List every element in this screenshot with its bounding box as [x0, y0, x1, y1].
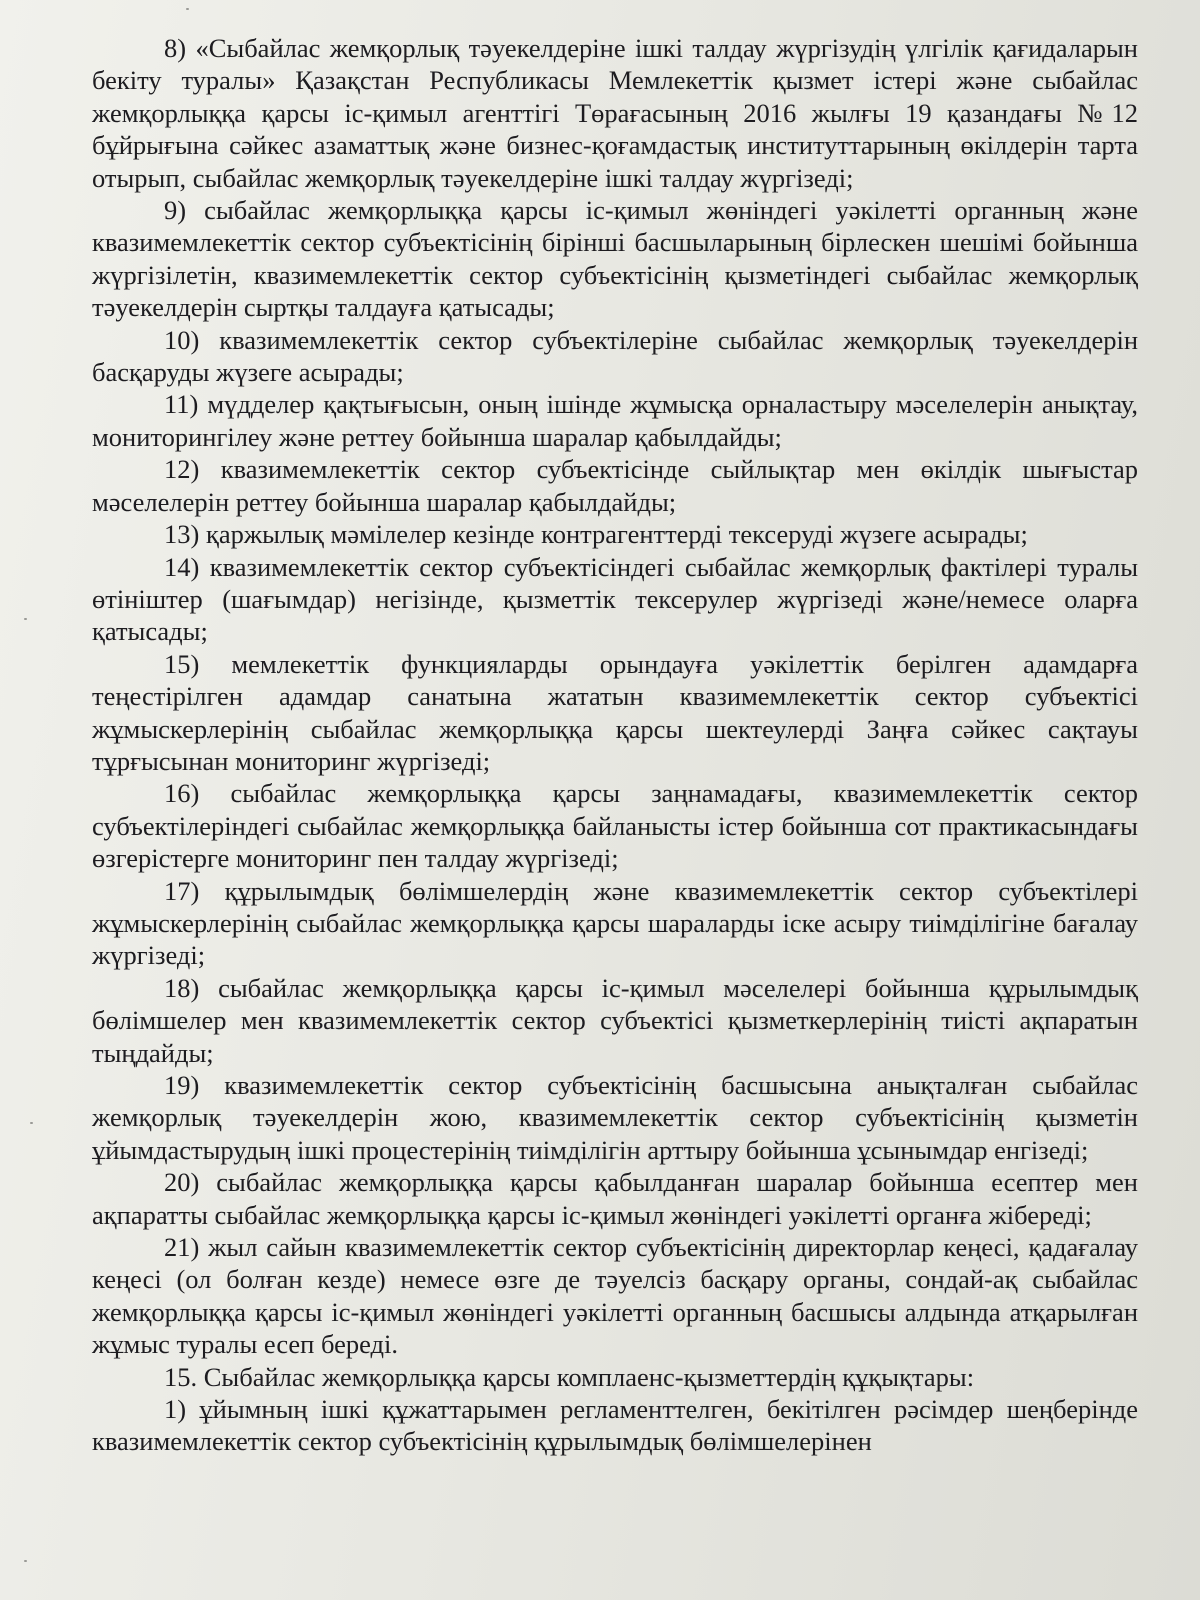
paragraph-rights-item-1: 1) ұйымның ішкі құжаттарымен регламенттелген, бекітілген рәсімдер шеңберінде квазимемлекеттік сектор субъектісінің құрылымдық бөлімшелерінен	[92, 1394, 1138, 1457]
paper-speck	[30, 1122, 33, 1124]
paragraph-item-8: 8) «Сыбайлас жемқорлық тәуекелдеріне ішкі талдау жүргізудің үлгілік қағидаларын бекіту туралы» Қазақстан Республикасы Мемлекеттік қызмет істері және сыбайлас жемқорлыққа қарсы іс-қимыл агенттігі Төрағасының 2016 жылғы 19 қазандағы №12 бұйрығына сәйкес азаматтық және бизнес-қоғамдастық институттарының өкілдерін тарта отырып, сыбайлас жемқорлық тәуекелдеріне ішкі талдау жүргізеді;	[92, 33, 1138, 193]
paper-speck	[186, 8, 189, 10]
paragraph-item-14: 14) квазимемлекеттік сектор субъектісіндегі сыбайлас жемқорлық фактілері туралы өтініштер (шағымдар) негізінде, қызметтік тексерулер жүргізеді және/немесе оларға қатысады;	[92, 551, 1138, 647]
paragraph-item-20: 20) сыбайлас жемқорлыққа қарсы қабылданған шаралар бойынша есептер мен ақпаратты сыбайлас жемқорлыққа қарсы іс-қимыл жөніндегі уәкілетті органға жібереді;	[92, 1167, 1138, 1230]
paper-speck	[24, 1560, 27, 1562]
paragraph-item-12: 12) квазимемлекеттік сектор субъектісінде сыйлықтар мен өкілдік шығыстар мәселелерін реттеу бойынша шаралар қабылдайды;	[92, 454, 1138, 517]
section-heading-15: 15. Сыбайлас жемқорлыққа қарсы комплаенс-қызметтердің құқықтары:	[164, 1361, 975, 1392]
paper-speck	[24, 618, 27, 620]
paragraph-item-15: 15) мемлекеттік функцияларды орындауға уәкілеттік берілген адамдарға теңестірілген адамдар санатына жататын квазимемлекеттік сектор субъектісі жұмыскерлерінің сыбайлас жемқорлыққа қарсы шектеулерді Заңға сәйкес сақтауы тұрғысынан мониторинг жүргізеді;	[92, 648, 1138, 776]
paragraph-item-10: 10) квазимемлекеттік сектор субъектілеріне сыбайлас жемқорлық тәуекелдерін басқаруды жүзеге асырады;	[92, 324, 1138, 388]
paragraph-item-17: 17) құрылымдық бөлімшелердің және квазимемлекеттік сектор субъектілері жұмыскерлерінің сыбайлас жемқорлыққа қарсы шараларды іске асыру тиімділігіне бағалау жүргізеді;	[92, 875, 1138, 971]
paragraph-item-13: 13) қаржылық мәмілелер кезінде контрагенттерді тексеруді жүзеге асырады;	[164, 519, 1028, 550]
paragraph-item-21: 21) жыл сайын квазимемлекеттік сектор субъектісінің директорлар кеңесі, қадағалау кеңесі (ол болған кезде) немесе өзге де тәуелсіз басқару органы, сондай-ақ сыбайлас жемқорлыққа қарсы іс-қимыл жөніндегі уәкілетті органның басшысы алдында атқарылған жұмыс туралы есеп береді.	[92, 1232, 1138, 1360]
paragraph-item-19: 19) квазимемлекеттік сектор субъектісінің басшысына анықталған сыбайлас жемқорлық тәуекелдерін жою, квазимемлекеттік сектор субъектісінің қызметін ұйымдастырудың ішкі процестерінің тиімділігін арттыру бойынша ұсынымдар енгізеді;	[92, 1070, 1138, 1165]
paragraph-item-16: 16) сыбайлас жемқорлыққа қарсы заңнамадағы, квазимемлекеттік сектор субъектілеріндегі сыбайлас жемқорлыққа байланысты істер бойынша сот практикасындағы өзгерістерге мониторинг пен талдау жүргізеді;	[92, 778, 1138, 874]
paragraph-item-18: 18) сыбайлас жемқорлыққа қарсы іс-қимыл мәселелері бойынша құрылымдық бөлімшелер мен квазимемлекеттік сектор субъектісі қызметкерлерінің тиісті ақпаратын тыңдайды;	[92, 972, 1138, 1068]
paragraph-item-11: 11) мүдделер қақтығысын, оның ішінде жұмысқа орналастыру мәселелерін анықтау, мониторингілеу және реттеу бойынша шаралар қабылдайды;	[92, 389, 1138, 452]
paragraph-item-9: 9) сыбайлас жемқорлыққа қарсы іс-қимыл жөніндегі уәкілетті органның және квазимемлекеттік сектор субъектісінің бірінші басшыларының бірлескен шешімі бойынша жүргізілетін, квазимемлекеттік сектор субъектісінің қызметіндегі сыбайлас жемқорлық тәуекелдерін сыртқы талдауға қатысады;	[92, 195, 1138, 323]
